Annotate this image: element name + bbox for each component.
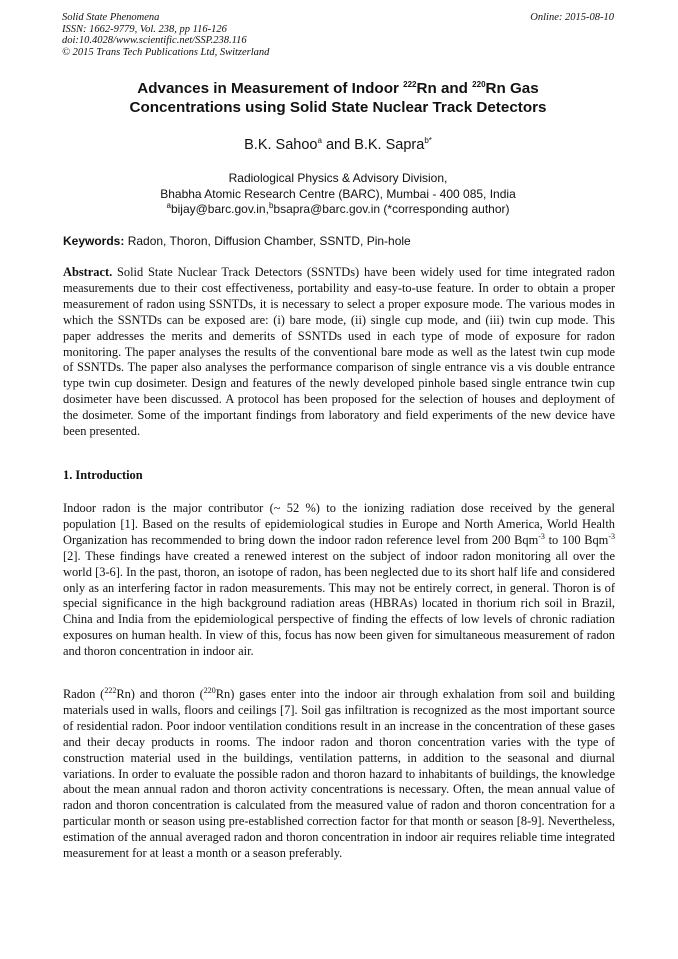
affiliation-institute: Bhabha Atomic Research Centre (BARC), Mumbai - 400 085, India	[160, 186, 516, 201]
paragraph-text: [2]. These findings have created a renewed interest on the subject of indoor radon monitoring all over the world [3-6]. In the past, thoron, an isotope of radon, has been neglected due to its short half life and considered only as an interfering factor in radon measurements. This may not be entirely correct, in general. Thoron is of special significance in the high background radiation areas (HBRAs) located in thorium rich soil in Brazil, China and India from the epidemiological perspective of finding the effects of low levels of chronic radiation exposures on human health. In view of this, focus has now been given for simultaneous measurement of radon and thoron concentration in indoor air.	[63, 548, 615, 659]
copyright-line: © 2015 Trans Tech Publications Ltd, Switzerland	[62, 46, 270, 58]
title-text: Advances in Measurement of Indoor	[137, 80, 404, 97]
email-link[interactable]: bijay@barc.gov.in,	[170, 202, 269, 216]
email-link[interactable]: bsapra@barc.gov.in (*corresponding author)	[273, 202, 510, 216]
paragraph-text: Indoor radon is the major contributor (~ 52 %) to the ionizing radiation dose received by the general population [1]. Based on the results of epidemiological studies in Europe and North America, World Health Organization has recommended to bring down the indoor radon reference level from 200 Bqm	[63, 501, 615, 547]
online-date: Online: 2015-08-10	[530, 12, 614, 23]
section-heading: 1. Introduction	[63, 468, 143, 482]
author-separator: and	[321, 137, 355, 153]
paper-title	[62, 79, 614, 117]
journal-header	[62, 12, 614, 58]
author-affiliation-mark: a	[317, 136, 322, 146]
author-name: B.K. Sapra	[354, 137, 425, 153]
abstract-text: Solid State Nuclear Track Detectors (SSNTDs) have been widely used for time integrated radon measurements due to their cost effectiveness, portability and easy-to-use feature. In order to obtain a proper measurement of radon using SSNTDs, it is necessary to select a proper exposure mode. The various modes in which the SSNTDs can be exposed are: (i) bare mode, (ii) single cup mode, and (iii) twin cup mode. This paper addresses the merits and demerits of SSNTDs used in each type of mode of exposure for radon monitoring. The paper analyses the results of the conventional bare mode as well as the latest twin cup mode of SSNTDs. The paper also analyses the performance comparison of single entrance vis a vis double entrance type twin cup dosimeter. Design and features of the newly developed pinhole based single entrance twin cup dosimeter have been discussed. A protocol has been proposed for the selection of houses and deployment of the dosimeter. Some of the important findings from laboratory and field experiments of the new device have been presented.	[63, 265, 615, 439]
title-text: Rn Gas	[485, 80, 539, 97]
isotope-superscript: 220	[203, 685, 216, 695]
paragraph-text: Radon (	[63, 687, 105, 701]
intro-paragraph-1	[63, 501, 615, 660]
title-line-2: Concentrations using Solid State Nuclear Track Detectors	[129, 99, 547, 116]
isotope-superscript: 222	[403, 79, 417, 89]
title-line-1	[62, 79, 614, 98]
author-affiliation-mark: b*	[424, 136, 432, 146]
paragraph-text: Rn) gases enter into the indoor air through exhalation from soil and building materials used in walls, floors and ceilings [7]. Soil gas infiltration is recognized as the most important source of residential radon. Poor indoor ventilation conditions result in an increase in the concentration of these gases and their decay products in rooms. The indoor radon and thoron concentration varies with the type of construction material used in the buildings, ventilation patterns, in addition to the seasonal and diurnal variations. In order to evaluate the possible radon and thoron hazard to inhabitants of buildings, the knowledge about the mean annual radon and thoron activity concentrations is necessary. Often, the mean annual value of radon and thoron concentration is calculated from the measured value of radon and thoron concentration for a particular month or season using pre-established correction factor for that month or season [8-9]. Nevertheless, estimation of the annual averaged radon and thoron concentration in indoor air requires reliable time integrated measurement for at least a month or a season preferably.	[63, 687, 616, 861]
author-name: B.K. Sahoo	[244, 137, 318, 153]
abstract-label: Abstract.	[63, 265, 113, 279]
unit-superscript: -3	[538, 531, 545, 541]
journal-name: Solid State Phenomena	[62, 12, 160, 23]
affiliation-division: Radiological Physics & Advisory Division,	[228, 171, 448, 185]
email-mark: b	[268, 201, 274, 210]
unit-superscript: -3	[608, 531, 615, 541]
abstract	[63, 265, 615, 440]
isotope-superscript: 220	[472, 79, 486, 89]
paragraph-text: to 100 Bqm	[544, 532, 609, 547]
issn-line: ISSN: 1662-9779, Vol. 238, pp 116-126	[62, 23, 227, 35]
paragraph-text: Rn) and thoron (	[116, 687, 204, 701]
keywords-label: Keywords:	[63, 234, 125, 248]
affiliation-emails	[62, 202, 614, 218]
affiliation-block	[62, 171, 614, 218]
title-text: Rn and	[416, 80, 473, 97]
author-list	[62, 136, 614, 154]
email-mark: a	[166, 201, 171, 210]
keywords	[63, 234, 615, 249]
doi-line: doi:10.4028/www.scientific.net/SSP.238.116	[62, 35, 247, 46]
keywords-text: Radon, Thoron, Diffusion Chamber, SSNTD, Pin-hole	[124, 234, 411, 248]
intro-paragraph-2	[63, 687, 615, 862]
isotope-superscript: 222	[104, 685, 117, 695]
